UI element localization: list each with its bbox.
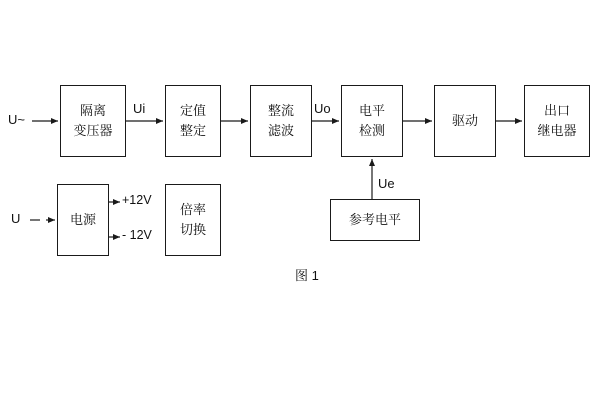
block-line: 定值 — [179, 102, 206, 118]
block-line: 继电器 — [537, 123, 577, 138]
label-signal-uo: Uo — [314, 101, 331, 116]
block-drive — [434, 85, 496, 157]
block-line: 变压器 — [73, 123, 113, 138]
label-signal-ue: Ue — [378, 176, 395, 191]
block-line: 倍率 — [179, 201, 206, 217]
label-input-u-ac: U~ — [8, 112, 25, 127]
block-output-relay — [524, 85, 590, 157]
block-line: 电平 — [358, 102, 385, 118]
label-supply-plus-12v: +12V — [122, 193, 152, 207]
figure-caption: 图 1 — [295, 268, 319, 283]
block-setting-value — [165, 85, 221, 157]
label-signal-ui: Ui — [133, 101, 146, 116]
block-line: 切换 — [179, 222, 206, 237]
block-line: 整定 — [179, 123, 206, 138]
block-line: 检测 — [358, 123, 385, 138]
label-input-u-dc: U — [11, 211, 21, 226]
block-line: 驱动 — [451, 112, 478, 128]
block-line: 参考电平 — [348, 211, 401, 227]
block-line: 滤波 — [267, 123, 294, 138]
block-isolation-transformer — [60, 85, 126, 157]
label-supply-minus-12v: - 12V — [122, 228, 152, 242]
block-rectify-filter — [250, 85, 312, 157]
block-multiplier-switch — [165, 184, 221, 256]
block-level-detection — [341, 85, 403, 157]
block-line: 隔离 — [79, 102, 106, 118]
block-line: 电源 — [69, 211, 96, 227]
block-power-supply — [57, 184, 109, 256]
block-line: 整流 — [267, 102, 294, 118]
block-line: 出口 — [543, 102, 570, 118]
block-reference-level — [330, 199, 420, 241]
